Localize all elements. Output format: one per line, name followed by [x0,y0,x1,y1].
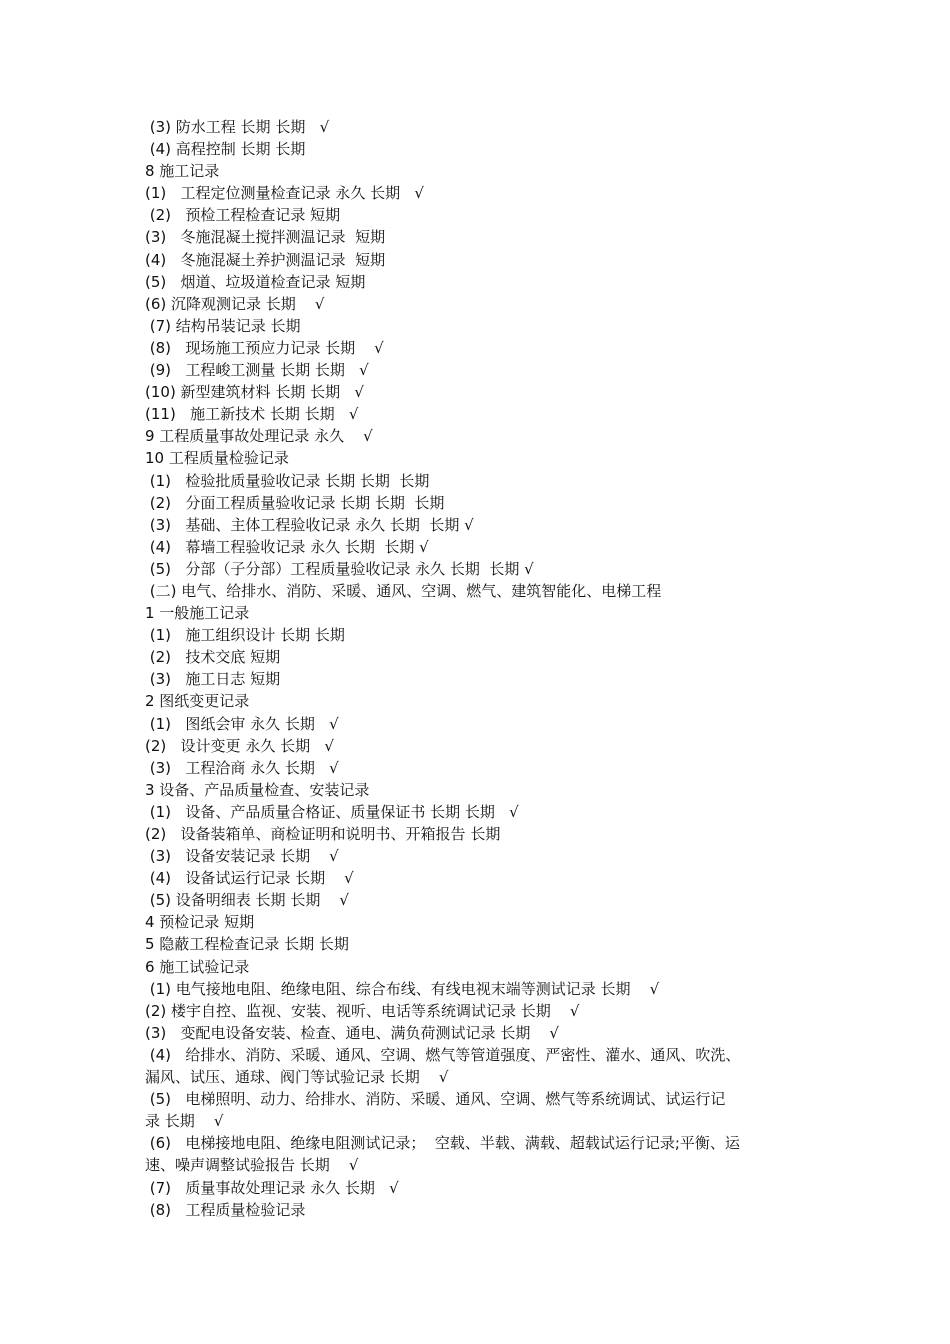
section-heading: 5 隐蔽工程检查记录 长期 长期 [145,935,349,954]
text-line: (4) 冬施混凝土养护测温记录 短期 [145,250,386,269]
text-line: (2) 分面工程质量验收记录 长期 长期 长期 [145,493,445,512]
text-line: (8) 现场施工预应力记录 长期 √ [145,338,384,357]
text-line: (4) 给排水、消防、采暖、通风、空调、燃气等管道强度、严密性、灌水、通风、吹洗、 [145,1045,741,1064]
text-line: (2) 技术交底 短期 [145,648,281,667]
section-heading: 4 预检记录 短期 [145,913,255,932]
section-heading: (二) 电气、给排水、消防、采暖、通风、空调、燃气、建筑智能化、电梯工程 [145,581,662,600]
text-line: (4) 幕墙工程验收记录 永久 长期 长期 √ [145,537,429,556]
text-line: (5) 分部（子分部）工程质量验收记录 永久 长期 长期 √ [145,559,534,578]
text-line: 速、噪声调整试验报告 长期 √ [145,1156,359,1175]
text-line: (1) 图纸会审 永久 长期 √ [145,714,339,733]
section-heading: 3 设备、产品质量检查、安装记录 [145,780,370,799]
text-line: (5) 设备明细表 长期 长期 √ [145,891,349,910]
text-line: 漏风、试压、通球、阀门等试验记录 长期 √ [145,1068,449,1087]
text-line: (6) 沉降观测记录 长期 √ [145,294,325,313]
text-line: (7) 质量事故处理记录 永久 长期 √ [145,1178,399,1197]
text-line: (3) 设备安装记录 长期 √ [145,847,339,866]
text-line: (10) 新型建筑材料 长期 长期 √ [145,383,364,402]
text-line: (3) 施工日志 短期 [145,670,281,689]
text-line: (3) 工程洽商 永久 长期 √ [145,758,339,777]
text-line: (1) 设备、产品质量合格证、质量保证书 长期 长期 √ [145,802,519,821]
text-line: (4) 设备试运行记录 长期 √ [145,869,354,888]
section-heading: 8 施工记录 [145,162,220,181]
section-heading: 6 施工试验记录 [145,957,250,976]
text-line: (8) 工程质量检验记录 [145,1200,306,1219]
text-line: (11) 施工新技术 长期 长期 √ [145,405,359,424]
text-line: (1) 施工组织设计 长期 长期 [145,626,345,645]
text-line: (7) 结构吊装记录 长期 [145,316,301,335]
text-line: (3) 变配电设备安装、检查、通电、满负荷测试记录 长期 √ [145,1023,559,1042]
text-line: (1) 工程定位测量检查记录 永久 长期 √ [145,184,424,203]
text-line: (3) 冬施混凝土搅拌测温记录 短期 [145,228,386,247]
text-line: (1) 电气接地电阻、绝缘电阻、综合布线、有线电视末端等测试记录 长期 √ [145,979,660,998]
text-line: (3) 基础、主体工程验收记录 永久 长期 长期 √ [145,515,474,534]
section-heading: 9 工程质量事故处理记录 永久 √ [145,427,373,446]
text-line: (2) 设备装箱单、商检证明和说明书、开箱报告 长期 [145,825,501,843]
text-line: (1) 检验批质量验收记录 长期 长期 长期 [145,471,430,490]
text-line: (3) 防水工程 长期 长期 √ [145,118,330,136]
text-line: (6) 电梯接地电阻、绝缘电阻测试记录； 空载、半载、满载、超载试运行记录;平衡、运 [145,1134,740,1153]
section-heading: 2 图纸变更记录 [145,692,250,711]
text-line: (5) 烟道、垃圾道检查记录 短期 [145,272,366,291]
text-line: 录 长期 √ [145,1112,224,1131]
text-line: (4) 高程控制 长期 长期 [145,140,306,159]
text-line: (2) 预检工程检查记录 短期 [145,206,341,225]
section-heading: 10 工程质量检验记录 [145,449,289,468]
section-heading: 1 一般施工记录 [145,604,250,623]
text-line: (9) 工程峻工测量 长期 长期 √ [145,361,369,380]
text-line: (2) 设计变更 永久 长期 √ [145,736,334,755]
text-line: (5) 电梯照明、动力、给排水、消防、采暖、通风、空调、燃气等系统调试、试运行记 [145,1090,726,1109]
document-body [145,116,810,1221]
text-line: (2) 楼宇自控、监视、安装、视听、电话等系统调试记录 长期 √ [145,1001,580,1020]
